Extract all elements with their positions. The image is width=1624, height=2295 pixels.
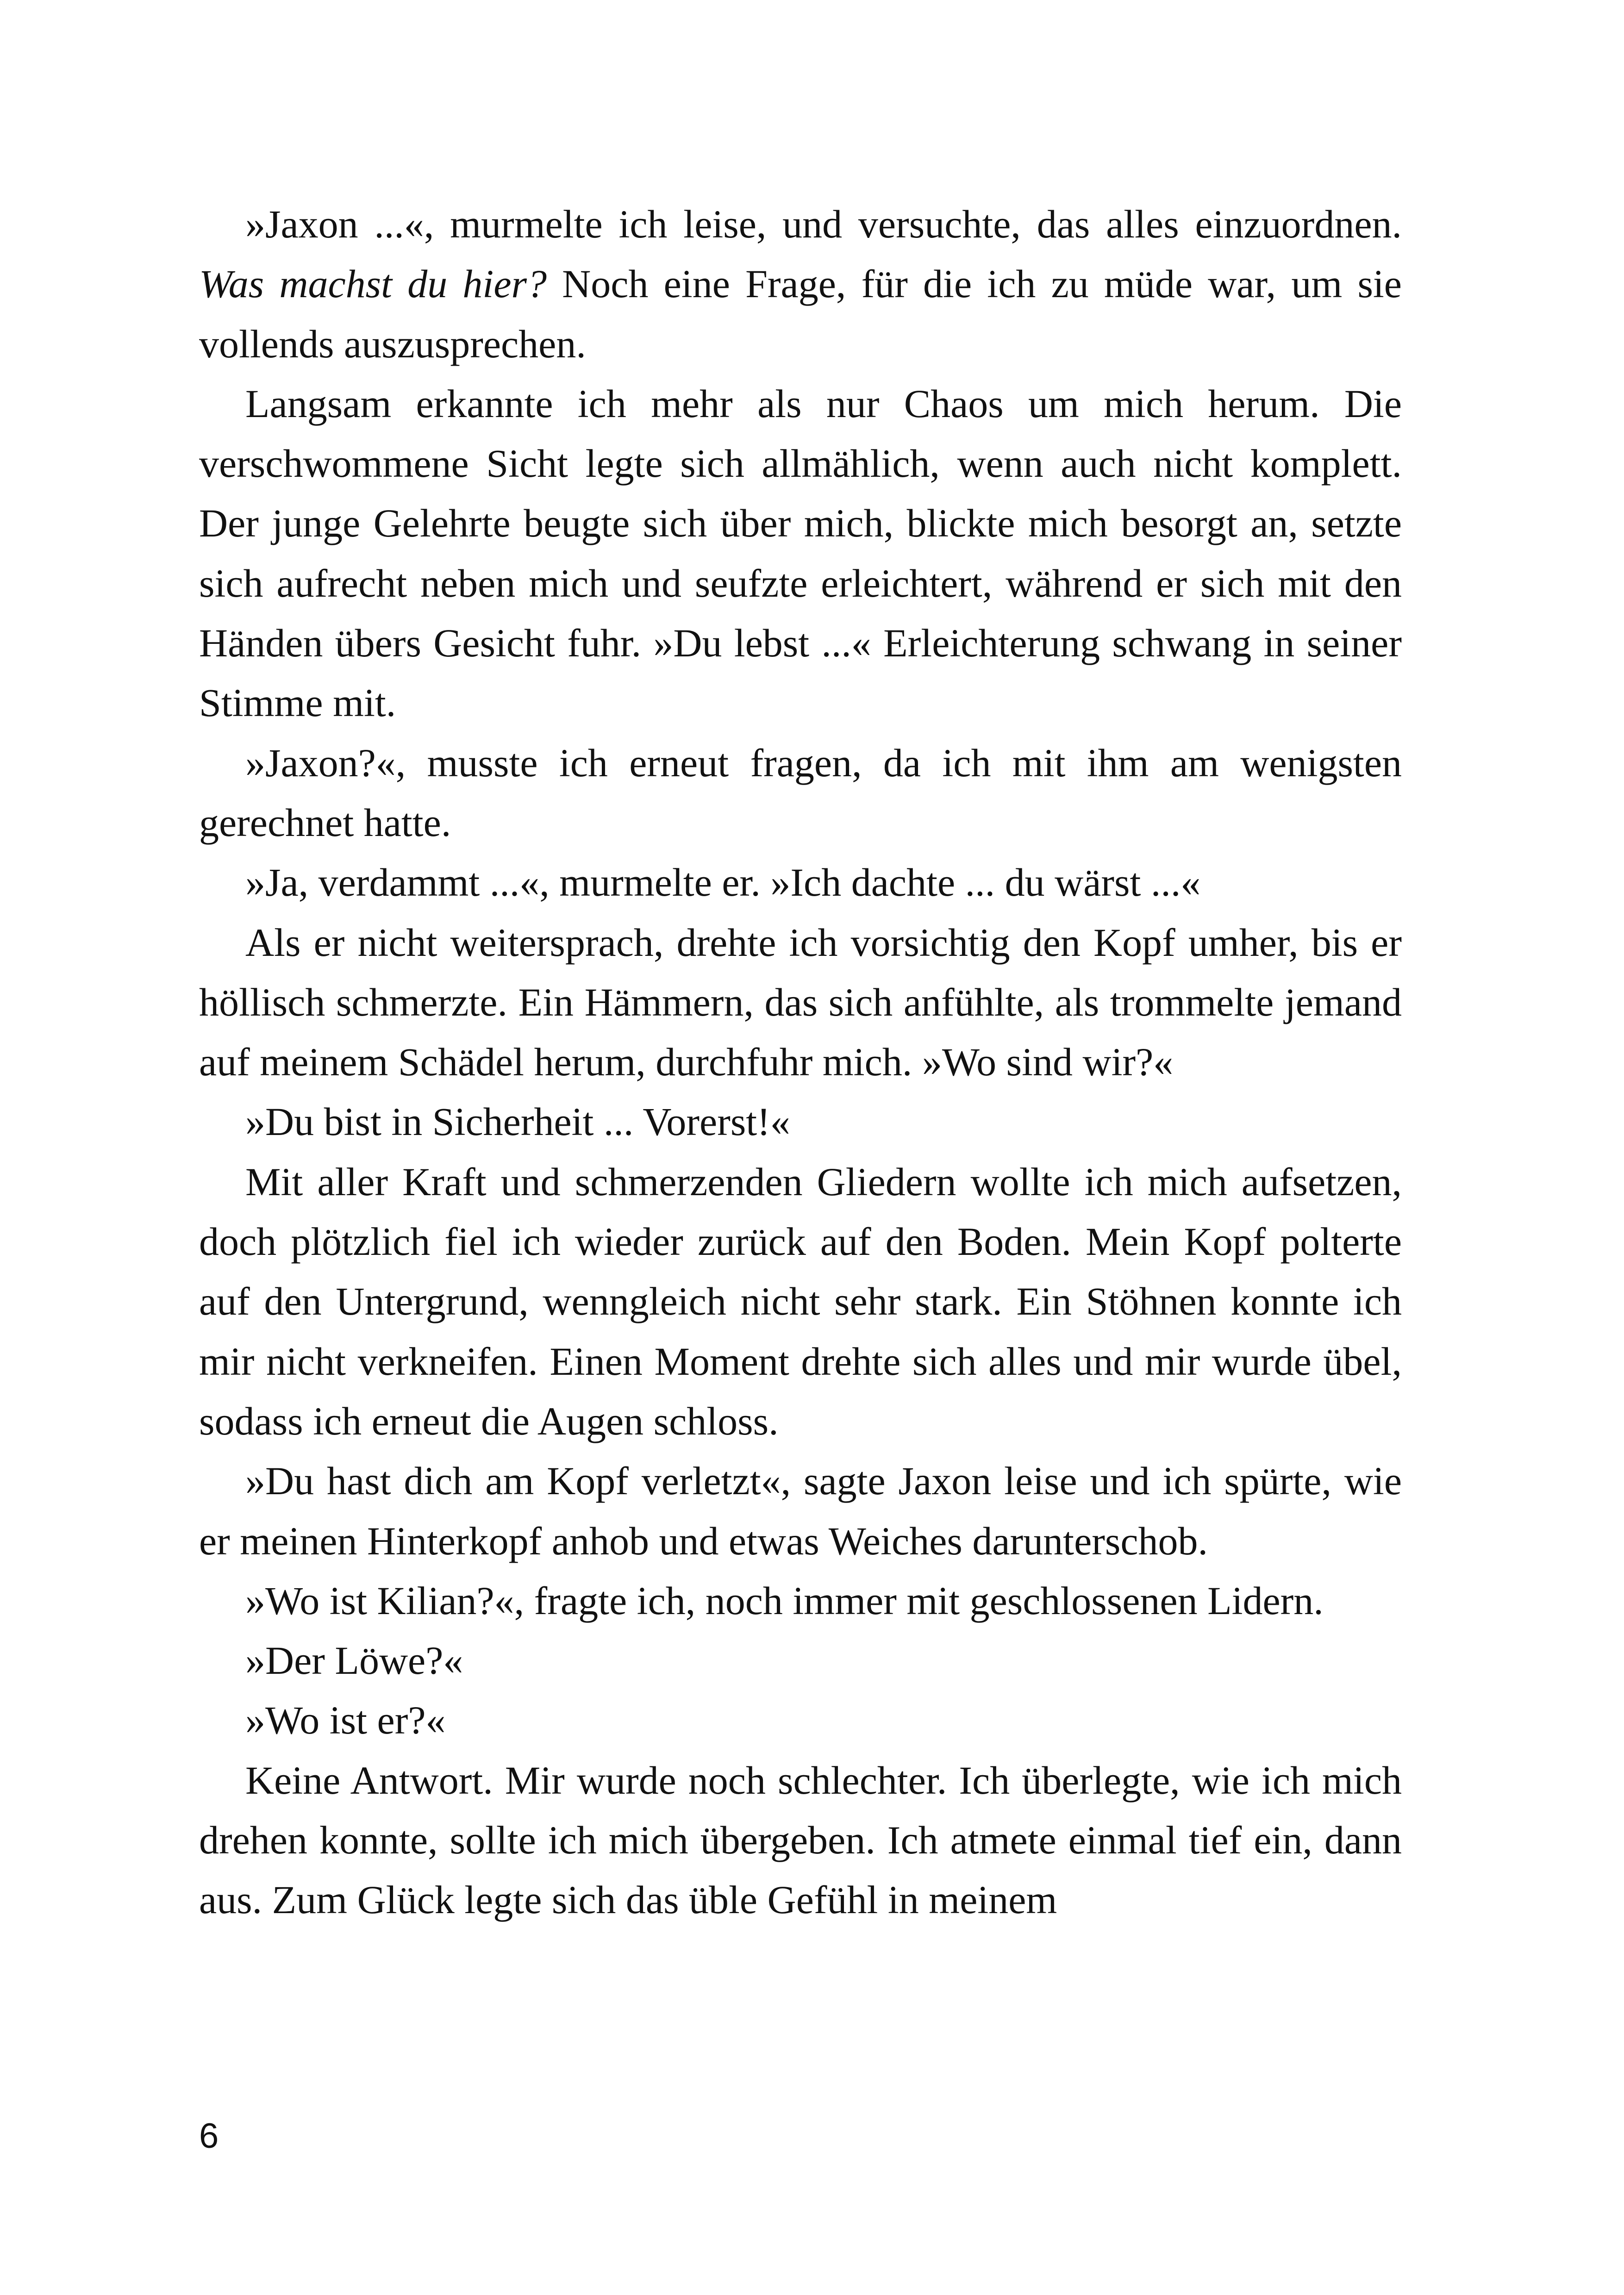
paragraph	[199, 1571, 1402, 1631]
text-run: »Jaxon?«, musste ich erneut fragen, da ich mit ihm am wenigsten gerechnet hatte.	[199, 740, 1402, 845]
text-run: Langsam erkannte ich mehr als nur Chaos um mich herum. Die verschwommene Sicht legte sich allmählich, wenn auch nicht komplett. Der junge Gelehrte beugte sich über mich, blickte mich besorgt an, setzte sich aufrecht neben mich und seufzte erleichtert, während er sich mit den Händen übers Gesicht fuhr. »Du lebst ...« Erleichterung schwang in seiner Stimme mit.	[199, 381, 1402, 725]
text-run: »Der Löwe?«	[245, 1638, 463, 1683]
text-run: »Ja, verdammt ...«, murmelte er. »Ich dachte ... du wärst ...«	[245, 860, 1201, 905]
paragraph	[199, 733, 1402, 853]
paragraph	[199, 1690, 1402, 1750]
text-run: »Wo ist er?«	[245, 1698, 446, 1743]
paragraph	[199, 853, 1402, 912]
paragraph	[199, 913, 1402, 1092]
italic-text: Was machst du hier?	[199, 262, 547, 306]
page-number: 6	[199, 2116, 219, 2156]
text-run: Keine Antwort. Mir wurde noch schlechter. Ich überlegte, wie ich mich drehen konnte, sollte ich mich übergeben. Ich atmete einmal tief ein, dann aus. Zum Glück legte sich das üble Gefühl in meinem	[199, 1758, 1402, 1922]
body-text	[199, 194, 1402, 1930]
paragraph	[199, 194, 1402, 374]
text-run: Mit aller Kraft und schmerzenden Gliedern wollte ich mich aufsetzen, doch plötzlich fiel ich wieder zurück auf den Boden. Mein Kopf polterte auf den Untergrund, wenngleich nicht sehr stark. Ein Stöhnen konnte ich mir nicht verkneifen. Einen Moment drehte sich alles und mir wurde übel, sodass ich erneut die Augen schloss.	[199, 1159, 1402, 1443]
paragraph	[199, 1092, 1402, 1152]
text-run: »Du bist in Sicherheit ... Vorerst!«	[245, 1099, 790, 1144]
paragraph	[199, 374, 1402, 733]
paragraph	[199, 1751, 1402, 1930]
text-run: Als er nicht weitersprach, drehte ich vorsichtig den Kopf umher, bis er höllisch schmerzte. Ein Hämmern, das sich anfühlte, als trommelte jemand auf meinem Schädel herum, durchfuhr mich. »Wo sind wir?«	[199, 920, 1402, 1085]
paragraph	[199, 1152, 1402, 1451]
text-run: »Wo ist Kilian?«, fragte ich, noch immer mit geschlossenen Lidern.	[245, 1578, 1324, 1623]
text-run: »Du hast dich am Kopf verletzt«, sagte Jaxon leise und ich spürte, wie er meinen Hinterkopf anhob und etwas Weiches darunterschob.	[199, 1459, 1402, 1563]
text-run: »Jaxon ...«, murmelte ich leise, und versuchte, das alles einzuordnen.	[245, 202, 1402, 246]
paragraph	[199, 1631, 1402, 1690]
text-run: Noch eine Frage, für die ich zu müde war, um sie vollends auszusprechen.	[199, 262, 1402, 366]
paragraph	[199, 1451, 1402, 1571]
